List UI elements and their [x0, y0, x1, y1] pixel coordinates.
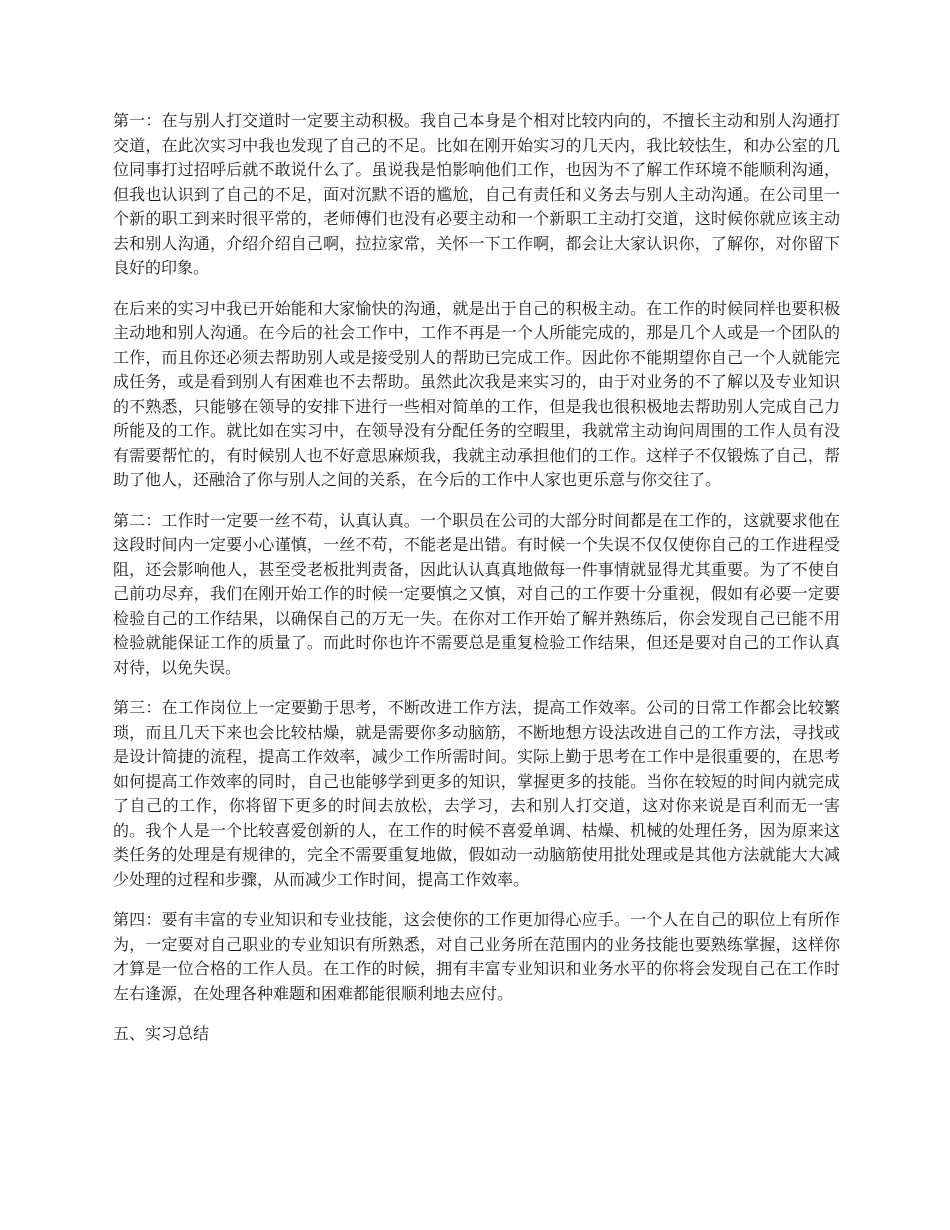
paragraph-4: 第三：在工作岗位上一定要勤于思考，不断改进工作方法，提高工作效率。公司的日常工作都会比较繁琐，而且几天下来也会比较枯燥，就是需要你多动脑筋，不断地想方设法改进自己的工作方法，寻找或是设计简捷的流程，提高工作效率，减少工作所需时间。实际上勤于思考在工作中是很重要的，在思考如何提高工作效率的同时，自己也能够学到更多的知识，掌握更多的技能。当你在较短的时间内就完成了自己的工作，你将留下更多的时间去放松，去学习，去和别人打交道，这对你来说是百利而无一害的。我个人是一个比较喜爱创新的人，在工作的时候不喜爱单调、枯燥、机械的处理任务，因为原来这类任务的处理是有规律的，完全不需要重复地做，假如动一动脑筋使用批处理或是其他方法就能大大减少处理的过程和步骤，从而减少工作时间，提高工作效率。 [113, 698, 840, 889]
paragraph-3: 第二：工作时一定要一丝不苟，认真认真。一个职员在公司的大部分时间都是在工作的，这就要求他在这段时间内一定要小心谨慎，一丝不苟，不能老是出错。有时候一个失误不仅仅使你自己的工作进程受阻，还会影响他人，甚至受老板批判责备，因此认认真真地做每一件事情就显得尤其重要。为了不使自己前功尽弃，我们在刚开始工作的时候一定要慎之又慎，对自己的工作要十分重视，假如有必要一定要检验自己的工作结果，以确保自己的万无一失。在你对工作开始了解并熟练后，你会发现自己已能不用检验就能保证工作的质量了。而此时你也许不需要总是重复检验工作结果，但还是要对自己的工作认真对待，以免失误。 [113, 510, 840, 677]
section-heading: 五、实习总结 [113, 1024, 210, 1043]
paragraph-1: 第一：在与别人打交道时一定要主动积极。我自己本身是个相对比较内向的，不擅长主动和别人沟通打交道，在此次实习中我也发现了自己的不足。比如在刚开始实习的几天内，我比较怯生，和办公室的几位同事打过招呼后就不敢说什么了。虽说我是怕影响他们工作，也因为不了解工作环境不能顺利沟通，但我也认识到了自己的不足，面对沉默不语的尴尬，自己有责任和义务去与别人主动沟通。在公司里一个新的职工到来时很平常的，老师傅们也没有必要主动和一个新职工主动打交道，这时候你就应该主动去和别人沟通，介绍介绍自己啊，拉拉家常，关怀一下工作啊，都会让大家认识你，了解你，对你留下良好的印象。 [113, 111, 840, 277]
document-body [113, 109, 840, 1047]
paragraph-2: 在后来的实习中我已开始能和大家愉快的沟通，就是出于自己的积极主动。在工作的时候同样也要积极主动地和别人沟通。在今后的社会工作中，工作不再是一个人所能完成的，那是几个人或是一个团队的工作，而且你还必须去帮助别人或是接受别人的帮助已完成工作。因此你不能期望你自己一个人就能完成任务，或是看到别人有困难也不去帮助。虽然此次我是来实习的，由于对业务的不了解以及专业知识的不熟悉，只能够在领导的安排下进行一些相对简单的工作，但是我也很积极地去帮助别人完成自己力所能及的工作。就比如在实习中，在领导没有分配任务的空暇里，我就常主动询问周围的工作人员有没有需要帮忙的，有时候别人也不好意思麻烦我，我就主动承担他们的工作。这样子不仅锻炼了自己，帮助了他人，还融洽了你与别人之间的关系，在今后的工作中人家也更乐意与你交往了。 [113, 298, 840, 489]
paragraph-5: 第四：要有丰富的专业知识和专业技能，这会使你的工作更加得心应手。一个人在自己的职位上有所作为，一定要对自己职业的专业知识有所熟悉，对自己业务所在范围内的业务技能也要熟练掌握，这样你才算是一位合格的工作人员。在工作的时候，拥有丰富专业知识和业务水平的你将会发现自己在工作时左右逢源，在处理各种难题和困难都能很顺利地去应付。 [113, 910, 840, 1003]
